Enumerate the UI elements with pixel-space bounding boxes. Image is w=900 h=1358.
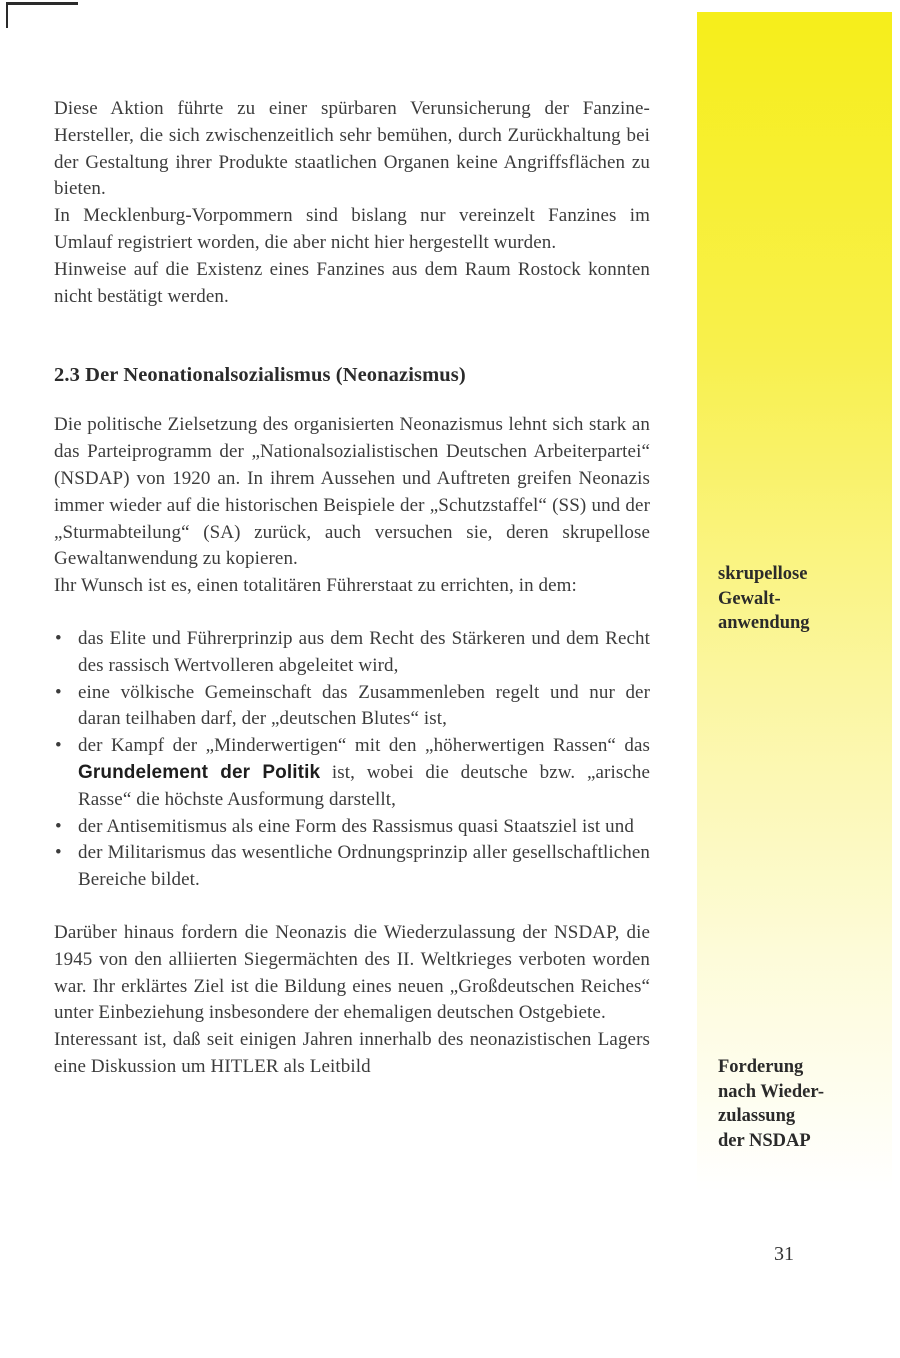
list-item: • der Kampf der „Minderwertigen“ mit den „höherwertigen Rassen“ das Grundelement der Politik ist, wobei die deutsche bzw. „arische Rasse“ die höchste Ausformung darstellt, bbox=[55, 735, 650, 810]
section-heading bbox=[54, 360, 650, 396]
bullet-icon: • bbox=[55, 681, 62, 703]
paragraph: Diese Aktion führte zu einer spürbaren Verunsicherung der Fanzine-Hersteller, die sich zwischenzeitlich sehr bemühen, durch Zurückhaltung bei der Gestaltung ihrer Produkte staatlichen Organen keine Angriffsflächen zu bieten. bbox=[54, 98, 650, 200]
list-item: • das Elite und Führerprinzip aus dem Recht des Stärkeren und dem Recht des rassisch Wertvolleren abgeleitet wird, bbox=[55, 627, 650, 676]
bullet-icon: • bbox=[55, 842, 62, 864]
bullet-icon: • bbox=[55, 735, 62, 757]
paragraph: In Mecklenburg-Vorpommern sind bislang nur vereinzelt Fanzines im Umlauf registriert worden, die aber nicht hier hergestellt wurden. bbox=[54, 205, 650, 253]
crop-mark bbox=[6, 2, 78, 5]
paragraph: Hinweise auf die Existenz eines Fanzines aus dem Raum Rostock konnten nicht bestätigt werden. bbox=[54, 258, 650, 307]
margin-note-nsdap: Forderung nach Wieder- zulassung der NSDAP bbox=[718, 1057, 825, 1151]
emphasis-text: Grundelement der Politik bbox=[78, 761, 321, 783]
section-number: 2.3 bbox=[54, 364, 80, 387]
page-number: 31 bbox=[774, 1243, 794, 1265]
paragraph: Interessant ist, daß seit einigen Jahren innerhalb des neonazistischen Lagers eine Diskussion um HITLER als Leitbild bbox=[54, 1029, 650, 1077]
bullet-list bbox=[54, 626, 650, 894]
paragraph: Ihr Wunsch ist es, einen totalitären Führerstaat zu errichten, in dem: bbox=[54, 575, 577, 597]
page-body bbox=[54, 96, 650, 1081]
list-item: • der Militarismus das wesentliche Ordnungsprinzip aller gesellschaftlichen Bereiche bildet. bbox=[55, 842, 650, 891]
section-title: Der Neonationalsozialismus (Neonazismus) bbox=[85, 364, 466, 387]
list-item: • der Antisemitismus als eine Form des Rassismus quasi Staatsziel ist und bbox=[54, 814, 650, 841]
list-item: • eine völkische Gemeinschaft das Zusammenleben regelt und nur der daran teilhaben darf, der „deutschen Blutes“ ist, bbox=[55, 681, 650, 730]
crop-mark-vertical bbox=[6, 2, 8, 28]
paragraph: Die politische Zielsetzung des organisierten Neonazismus lehnt sich stark an das Parteiprogramm der „Nationalsozialistischen Deutschen Arbeiterpartei“ (NSDAP) von 1920 an. In ihrem Aussehen und Auftreten greifen Neonazis immer wieder auf die historischen Beispiele der „Schutzstaffel“ (SS) und der „Sturmabteilung“ (SA) zurück, auch versuchen sie, deren skrupellose Gewaltanwendung zu kopieren. bbox=[54, 414, 650, 570]
bullet-icon: • bbox=[55, 815, 62, 837]
margin-note-violence: skrupellose Gewalt- anwendung bbox=[718, 564, 810, 633]
paragraph: Darüber hinaus fordern die Neonazis die Wiederzulassung der NSDAP, die 1945 von den alliierten Siegermächten des II. Weltkrieges verboten worden war. Ihr erklärtes Ziel ist die Bildung eines neuen „Großdeutschen Reiches“ unter Einbeziehung insbesondere der ehemaligen deutschen Ostgebiete. bbox=[54, 921, 650, 1024]
bullet-icon: • bbox=[55, 627, 62, 649]
